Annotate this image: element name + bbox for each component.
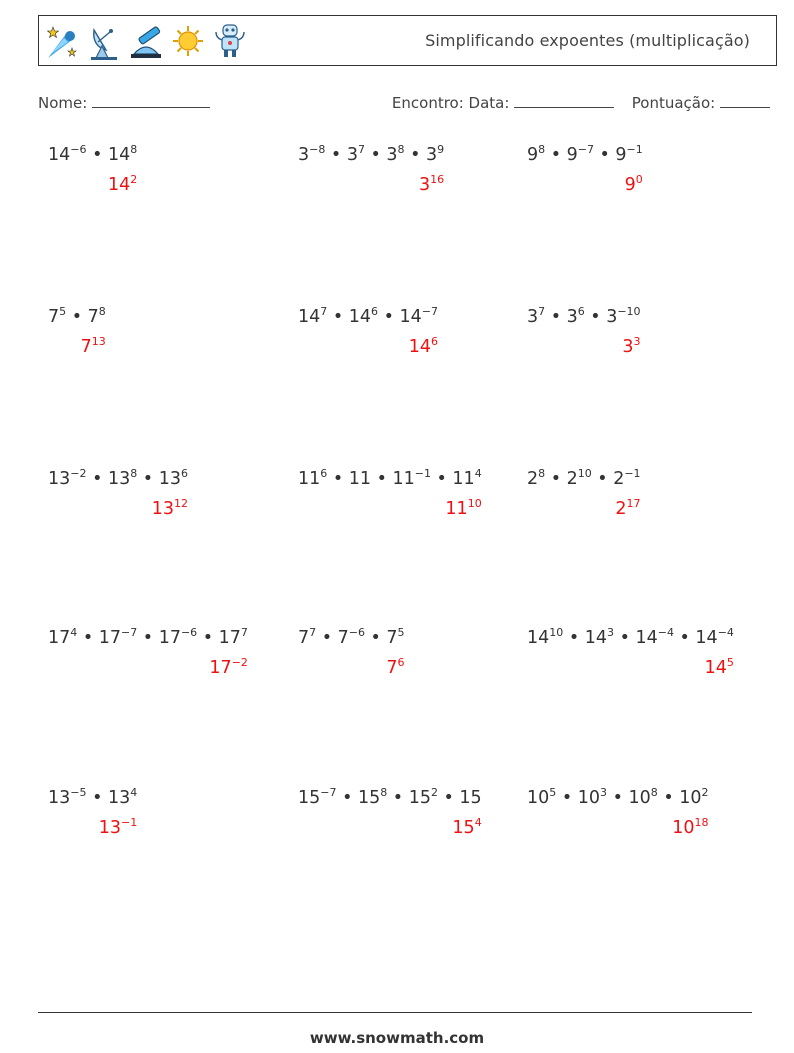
problem-expression: $7^7$ • $7^{-6}$ • $7^5$	[298, 626, 405, 648]
robot-icon	[212, 20, 248, 62]
problem-item	[527, 145, 643, 165]
name-blank[interactable]	[92, 93, 210, 108]
problem-expression: $14^7$ • $14^6$ • $14^{-7}$	[298, 305, 438, 327]
problem-answer: $10^{18}$	[672, 816, 709, 838]
problem-answer: $3^{16}$	[419, 173, 445, 195]
problem-answer: $17^{-2}$	[209, 656, 248, 678]
problem-expression: $3^{-8}$ • $3^7$ • $3^8$ • $3^9$	[298, 143, 445, 165]
problem-expression: $14^{-6}$ • $14^8$	[48, 143, 138, 165]
telescope-icon	[128, 20, 164, 62]
worksheet-title: Simplificando expoentes (multiplicação)	[425, 31, 750, 50]
problem-answer: $7^{13}$	[80, 335, 106, 357]
problem-expression: $9^8$ • $9^{-7}$ • $9^{-1}$	[527, 143, 643, 165]
problem-item	[48, 628, 248, 648]
problem-item	[48, 145, 137, 165]
problem-item	[48, 788, 137, 808]
problem-expression: $7^5$ • $7^8$	[48, 305, 106, 327]
date-blank[interactable]	[514, 93, 614, 108]
problem-answer: $14^5$	[704, 656, 734, 678]
problem-item	[48, 469, 188, 489]
problem-expression: $10^5$ • $10^3$ • $10^8$ • $10^2$	[527, 786, 709, 808]
problem-item	[527, 307, 641, 327]
score-label: Pontuação:	[631, 94, 716, 112]
student-info-row	[38, 93, 770, 117]
header-icons	[44, 20, 248, 62]
problem-expression: $17^4$ • $17^{-7}$ • $17^{-6}$ • $17^7$	[48, 626, 248, 648]
satellite-dish-icon	[86, 20, 122, 62]
encounter-score-fields	[392, 93, 770, 112]
problem-item	[48, 307, 106, 327]
problem-item	[527, 788, 708, 808]
problem-answer: $13^{12}$	[151, 497, 188, 519]
name-field[interactable]	[38, 93, 210, 112]
problem-expression: $2^8$ • $2^{10}$ • $2^{-1}$	[527, 467, 641, 489]
problem-answer: $9^0$	[624, 173, 643, 195]
problem-answer: $15^4$	[452, 816, 482, 838]
problem-expression: $15^{-7}$ • $15^8$ • $15^2$ • 15	[298, 786, 482, 808]
problem-answer: $11^{10}$	[445, 497, 482, 519]
problem-answer: $13^{-1}$	[98, 816, 138, 838]
encounter-date-label: Encontro: Data:	[391, 94, 510, 112]
problem-expression: $14^{10}$ • $14^3$ • $14^{-4}$ • $14^{-4}$	[527, 626, 734, 648]
sun-icon	[170, 20, 206, 62]
problem-item	[527, 628, 734, 648]
footer-divider	[38, 1012, 752, 1013]
name-label: Nome:	[38, 94, 88, 112]
problem-item	[298, 469, 482, 489]
problem-expression: $13^{-2}$ • $13^8$ • $13^6$	[48, 467, 188, 489]
problem-answer: $14^6$	[408, 335, 438, 357]
problem-item	[298, 307, 438, 327]
problem-item	[298, 788, 482, 808]
problem-item	[298, 145, 444, 165]
problem-answer: $7^6$	[386, 656, 405, 678]
score-blank[interactable]	[720, 93, 770, 108]
problem-item	[527, 469, 641, 489]
problem-answer: $3^3$	[622, 335, 641, 357]
problem-answer: $14^2$	[107, 173, 138, 195]
problem-expression: $3^7$ • $3^6$ • $3^{-10}$	[527, 305, 641, 327]
problem-answer: $2^{17}$	[615, 497, 641, 519]
worksheet-header	[38, 15, 777, 66]
problem-item	[298, 628, 405, 648]
comet-icon	[44, 20, 80, 62]
problem-expression: $13^{-5}$ • $13^4$	[48, 786, 138, 808]
problem-expression: $11^6$ • 11 • $11^{-1}$ • $11^4$	[298, 467, 482, 489]
footer-url: www.snowmath.com	[309, 1029, 485, 1047]
